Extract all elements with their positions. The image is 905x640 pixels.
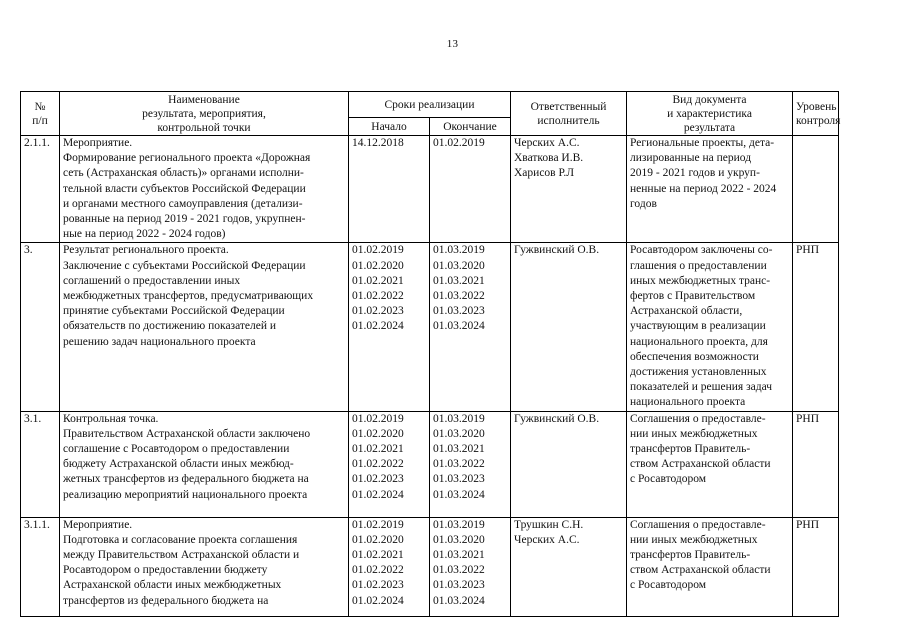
- row-start-date: 01.02.2019 01.02.2020 01.02.2021 01.02.2022 01.02.2023 01.02.2024: [349, 517, 430, 616]
- plan-table: [20, 91, 839, 617]
- row-responsible: Гужвинский О.В.: [511, 243, 627, 411]
- row-start-date: 14.12.2018: [349, 136, 430, 243]
- row-start-date: 01.02.2019 01.02.2020 01.02.2021 01.02.2022 01.02.2023 01.02.2024: [349, 243, 430, 411]
- row-responsible: Трушкин С.Н. Черских А.С.: [511, 517, 627, 616]
- row-name: Мероприятие. Подготовка и согласование проекта соглашения между Правительством Астраханской области и Росавтодором о предоставлении бюджету Астраханской области иных межбюджетных трансфертов из федерального бюджета на: [60, 517, 349, 616]
- row-control-level: [793, 136, 839, 243]
- row-end-date: 01.03.2019 01.03.2020 01.03.2021 01.03.2022 01.03.2023 01.03.2024: [430, 243, 511, 411]
- header-end: Окончание: [430, 118, 511, 136]
- header-terms: Сроки реализации: [349, 92, 511, 118]
- row-number: 3.1.: [21, 411, 60, 517]
- table-row: [21, 517, 839, 616]
- row-end-date: 01.03.2019 01.03.2020 01.03.2021 01.03.2022 01.03.2023 01.03.2024: [430, 411, 511, 517]
- row-name: Контрольная точка. Правительством Астраханской области заключено соглашение с Росавтодором о предоставлении бюджету Астраханской области иных межбюд- жетных трансфертов из федерального бюджета на реализацию мероприятий национального проекта: [60, 411, 349, 517]
- header-level: Уровень контроля: [793, 92, 839, 136]
- row-start-date: 01.02.2019 01.02.2020 01.02.2021 01.02.2022 01.02.2023 01.02.2024: [349, 411, 430, 517]
- row-end-date: 01.02.2019: [430, 136, 511, 243]
- table-row: [21, 243, 839, 411]
- header-num: № п/п: [21, 92, 60, 136]
- header-name: Наименование результата, мероприятия, контрольной точки: [60, 92, 349, 136]
- row-number: 2.1.1.: [21, 136, 60, 243]
- page-number: 13: [446, 38, 459, 50]
- row-document: Соглашения о предоставле- нии иных межбюджетных трансфертов Правитель- ством Астраханской области с Росавтодором: [627, 517, 793, 616]
- header-doc: Вид документа и характеристика результата: [627, 92, 793, 136]
- row-document: Росавтодором заключены со- глашения о предоставлении иных межбюджетных транс- фертов с Правительством Астраханской области, участвующим в реализации национального проекта, для обеспечения возможности достижения установленных показателей и решения задач национального проекта: [627, 243, 793, 411]
- table-row: [21, 411, 839, 517]
- row-end-date: 01.03.2019 01.03.2020 01.03.2021 01.03.2022 01.03.2023 01.03.2024: [430, 517, 511, 616]
- header-responsible: Ответственный исполнитель: [511, 92, 627, 136]
- row-responsible: Гужвинский О.В.: [511, 411, 627, 517]
- row-document: Региональные проекты, дета- лизированные на период 2019 - 2021 годов и укруп- ненные на период 2022 - 2024 годов: [627, 136, 793, 243]
- row-control-level: РНП: [793, 243, 839, 411]
- row-name: Мероприятие. Формирование регионального проекта «Дорожная сеть (Астраханская область)» органами исполни- тельной власти субъектов Российской Федерации и органами местного самоуправления (детализи- рованные на период 2019 - 2021 годов, укрупнен- ные на период 2022 - 2024 годов): [60, 136, 349, 243]
- row-control-level: РНП: [793, 411, 839, 517]
- row-number: 3.: [21, 243, 60, 411]
- row-document: Соглашения о предоставле- нии иных межбюджетных трансфертов Правитель- ством Астраханской области с Росавтодором: [627, 411, 793, 517]
- row-control-level: РНП: [793, 517, 839, 616]
- row-number: 3.1.1.: [21, 517, 60, 616]
- header-start: Начало: [349, 118, 430, 136]
- row-name: Результат регионального проекта. Заключение с субъектами Российской Федерации соглашений о предоставлении иных межбюджетных трансфертов, предусматривающих принятие субъектами Российской Федерации обязательств по достижению показателей и решению задач национального проекта: [60, 243, 349, 411]
- row-responsible: Черских А.С. Хваткова И.В. Харисов Р.Л: [511, 136, 627, 243]
- table-row: [21, 136, 839, 243]
